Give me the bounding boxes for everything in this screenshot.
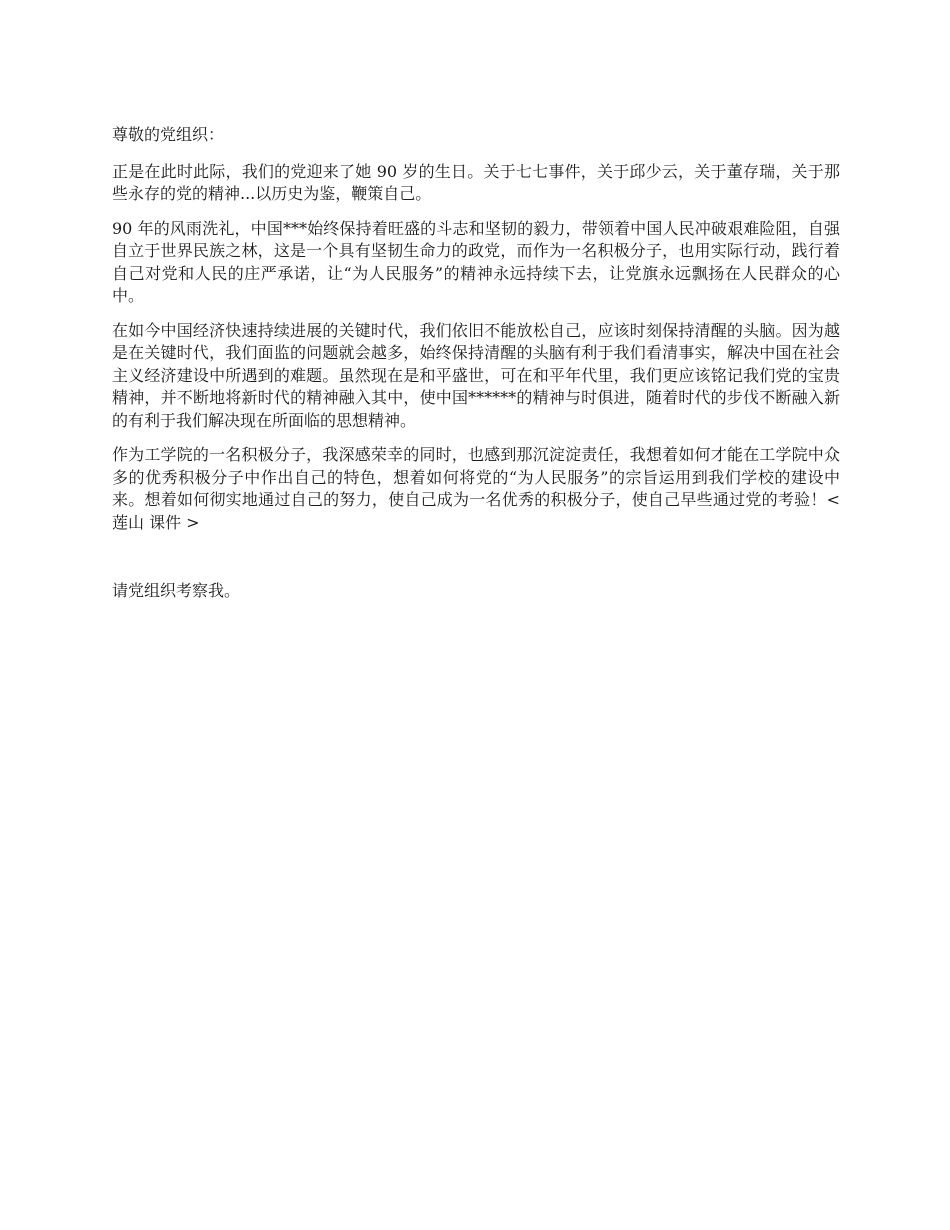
paragraph-2: 90 年的风雨洗礼，中国***始终保持着旺盛的斗志和坚韧的毅力，带领着中国人民冲破艰难险阻，自强自立于世界民族之林，这是一个具有坚韧生命力的政党，而作为一名积极分子，也用实际行动，践行着自己对党和人民的庄严承诺，让“为人民服务”的精神永远持续下去，让党旗永远飘扬在人民群众的心中。 — [112, 218, 840, 305]
paragraph-1: 正是在此时此际，我们的党迎来了她 90 岁的生日。关于七七事件，关于邱少云，关于董存瑞，关于那些永存的党的精神...以历史为鉴，鞭策自己。 — [112, 161, 840, 203]
letter-body — [112, 124, 840, 615]
paragraph-4: 作为工学院的一名积极分子，我深感荣幸的同时，也感到那沉淀淀责任，我想着如何才能在工学院中众多的优秀积极分子中作出自己的特色，想着如何将党的“为人民服务”的宗旨运用到我们学校的建设中来。想着如何彻实地通过自己的努力，使自己成为一名优秀的积极分子，使自己早些通过党的考验！<莲山 课件 > — [112, 445, 840, 532]
closing-line: 请党组织考察我。 — [112, 581, 241, 600]
salutation: 尊敬的党组织： — [112, 125, 225, 144]
paragraph-3: 在如今中国经济快速持续进展的关键时代，我们依旧不能放松自己，应该时刻保持清醒的头脑。因为越是在关键时代，我们面监的问题就会越多，始终保持清醒的头脑有利于我们看清事实，解决中国在社会主义经济建设中所遇到的难题。虽然现在是和平盛世，可在和平年代里，我们更应该铭记我们党的宝贵精神，并不断地将新时代的精神融入其中，使中国******的精神与时俱进，随着时代的步伐不断融入新的有利于我们解决现在所面临的思想精神。 — [112, 320, 840, 430]
